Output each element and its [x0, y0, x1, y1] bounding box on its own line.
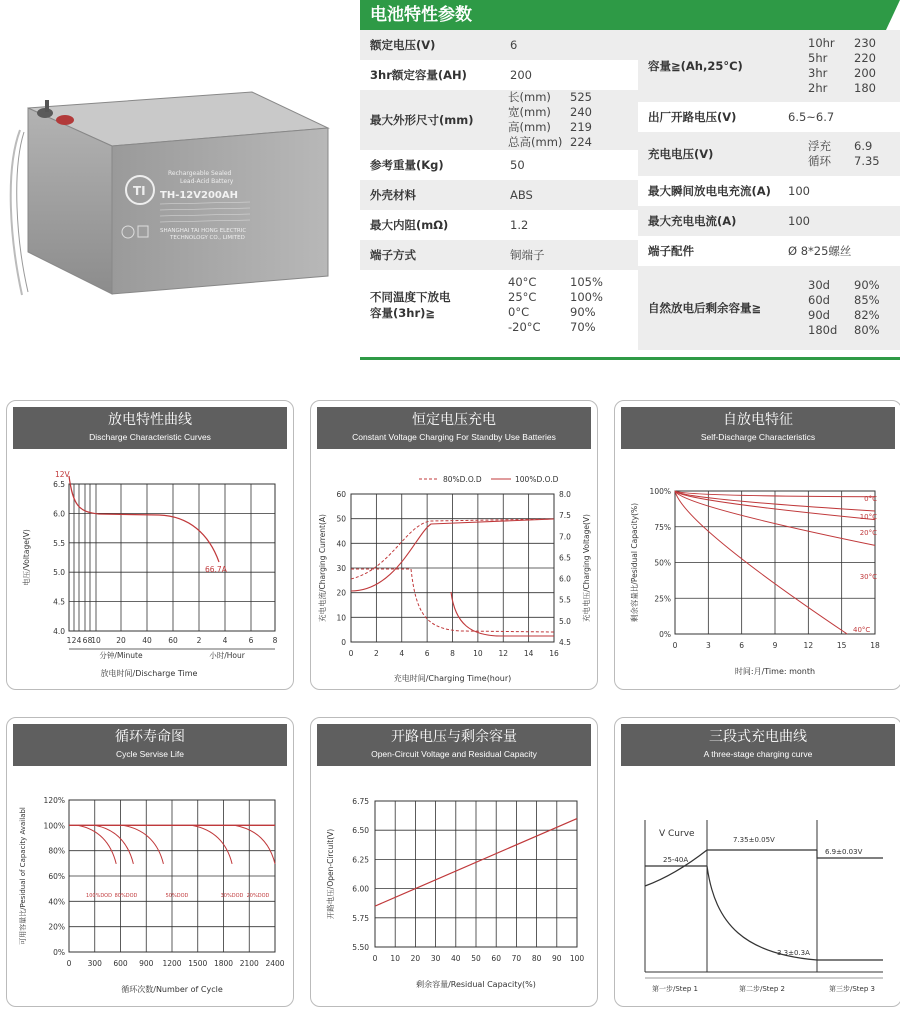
- chart-three-stage: [614, 717, 900, 1007]
- minute-unit: 分钟/Minute: [99, 651, 143, 660]
- x-tick-label: 2: [196, 636, 202, 645]
- spec-sub-value: 200: [854, 66, 876, 80]
- x-tick-label: 80: [531, 954, 542, 963]
- x-tick-label: 12: [498, 649, 509, 658]
- spec-sublist: [808, 139, 880, 169]
- dod-label: 50%DOD: [165, 893, 189, 899]
- spec-subrow: [508, 305, 603, 320]
- spec-sub-value: 240: [570, 105, 592, 119]
- y-tick-label: 4.0: [53, 627, 65, 636]
- y-tick-label: 20: [336, 588, 346, 598]
- x-tick-label: 30: [430, 954, 441, 963]
- ocv-chart-svg: [311, 718, 599, 1008]
- x-tick-label: 6: [424, 649, 430, 658]
- x-tick-label: 2100: [239, 959, 259, 968]
- spec-row: [360, 150, 638, 180]
- y-tick-label: 10: [336, 613, 346, 623]
- temp-label: 0°C: [864, 495, 877, 503]
- spec-sub-value: 230: [854, 36, 876, 50]
- discharge-curve: [69, 476, 219, 562]
- spec-subrow: [508, 290, 603, 305]
- y-tick-label: 20%: [48, 922, 65, 932]
- spec-sub-key: 总高(mm): [508, 135, 563, 149]
- x-tick-label: 4: [76, 636, 82, 645]
- x-tick-label: 16: [549, 649, 559, 658]
- spec-row: [360, 180, 638, 210]
- spec-key: [370, 289, 451, 321]
- spec-value: 100: [788, 214, 810, 228]
- x-tick-label: 20: [410, 954, 421, 963]
- spec-sub-key: 40°C: [508, 275, 537, 289]
- cycle-chart-svg: [7, 718, 295, 1008]
- legend-dashed: 80%D.O.D: [443, 475, 482, 484]
- y-tick-label: 6.5: [53, 480, 65, 489]
- x-tick-label: 0: [372, 954, 378, 963]
- y-tick-label: 6.75: [352, 797, 369, 806]
- y-tick-label: 0%: [659, 630, 671, 639]
- chart-title-cn: 自放电特征: [723, 412, 793, 428]
- chart-ocv: [310, 717, 598, 1007]
- dod-label: 20%DOD: [246, 893, 270, 899]
- chart-title-en: Cycle Servise Life: [115, 749, 185, 759]
- y-tick-label: 4.5: [53, 597, 65, 607]
- spec-key: 参考重量(Kg): [370, 158, 444, 172]
- spec-subrow: [808, 323, 880, 338]
- x-tick-label: 60: [168, 636, 178, 645]
- spec-sub-value: 90%: [570, 305, 596, 319]
- y-axis-label: 开路电压/Open-Circuit(V): [326, 828, 335, 920]
- x-tick-label: 0: [66, 959, 72, 968]
- spec-subrow: [808, 36, 876, 51]
- x-tick-label: 900: [139, 959, 154, 968]
- chart-title-en: Self-Discharge Characteristics: [700, 432, 816, 442]
- x-tick-label: 90: [552, 954, 562, 963]
- y-axis-label: 充电电流/Charging Current(A): [318, 514, 327, 622]
- spec-value: 6.5~6.7: [788, 110, 835, 124]
- v1-label: 7.35±0.05V: [733, 836, 775, 844]
- spec-key-line: 容量(3hr)≧: [370, 306, 436, 320]
- spec-sub-key: 180d: [808, 323, 838, 337]
- spec-sub-key: 宽(mm): [508, 105, 551, 119]
- y-tick-label: 120%: [43, 796, 65, 805]
- constant-chart-svg: [311, 401, 599, 691]
- spec-key: 3hr额定容量(AH): [370, 68, 467, 82]
- x-tick-label: 1800: [213, 959, 234, 968]
- spec-sub-key: 0°C: [508, 305, 530, 319]
- y2-tick-label: 6.0: [559, 574, 571, 584]
- spec-sub-key: 浮充: [808, 139, 831, 153]
- temp-label: 10°C: [859, 513, 877, 521]
- y-tick-label: 50%: [654, 558, 671, 568]
- x-tick-label: 1500: [188, 959, 208, 968]
- plot-frame: [69, 484, 275, 631]
- chart-title-en: Discharge Characteristic Curves: [89, 432, 211, 442]
- battery-company-line1: SHANGHAI TAI HONG ELECTRIC: [160, 228, 247, 234]
- spec-sub-value: 90%: [854, 278, 880, 292]
- x-tick-label: 15: [836, 641, 847, 650]
- y-tick-label: 100%: [43, 821, 65, 831]
- x-tick-label: 6: [82, 636, 88, 645]
- spec-key: 最大瞬间放电电充流(A): [648, 184, 771, 198]
- spec-value: 100: [788, 184, 810, 198]
- spec-sub-key: 循环: [808, 154, 831, 168]
- x-axis-label: 充电时间/Charging Time(hour): [393, 674, 512, 683]
- spec-sub-key: 2hr: [808, 81, 828, 95]
- spec-value: 200: [510, 68, 532, 82]
- spec-row: [360, 90, 638, 150]
- spec-row: [360, 270, 638, 340]
- x-tick-label: 3: [705, 641, 711, 650]
- spec-subrow: [508, 120, 592, 135]
- dod-label: 30%DOD: [220, 893, 244, 899]
- spec-key: 端子方式: [370, 248, 416, 262]
- spec-key: 最大外形尺寸(mm): [370, 113, 474, 127]
- spec-sublist: [508, 275, 603, 335]
- spec-value: 铜端子: [510, 248, 545, 262]
- v-curve-label: V Curve: [659, 829, 695, 839]
- discharge-chart-svg: [7, 401, 295, 691]
- i2-label: 3.3±0.3A: [777, 949, 810, 957]
- y-axis-label: 电压/Voltage(V): [22, 529, 31, 586]
- chart-self-discharge: [614, 400, 900, 690]
- battery-image: [0, 80, 350, 340]
- spec-sub-value: 80%: [854, 323, 880, 337]
- spec-subrow: [808, 278, 880, 293]
- battery-brand-line2: Lead-Acid Battery: [180, 178, 234, 185]
- chart-title-en: Constant Voltage Charging For Standby Use Batteries: [352, 432, 556, 442]
- x-tick-label: 60: [491, 954, 501, 963]
- chart-title-cn: 三段式充电曲线: [709, 729, 807, 745]
- x-tick-label: 70: [511, 954, 522, 963]
- y-tick-label: 60: [336, 490, 346, 499]
- spec-sub-value: 100%: [570, 290, 603, 304]
- spec-row: [360, 60, 638, 90]
- x-tick-label: 40: [451, 954, 461, 963]
- spec-subrow: [808, 81, 876, 96]
- cycle-curve: [235, 825, 275, 864]
- spec-row: [360, 240, 638, 270]
- chart-title-en: A three-stage charging curve: [703, 749, 813, 759]
- y2-tick-label: 4.5: [559, 638, 571, 647]
- spec-key: 最大内阻(mΩ): [370, 218, 449, 232]
- spec-sub-value: 70%: [570, 320, 596, 334]
- y-tick-label: 5.75: [352, 913, 369, 923]
- y-tick-label: 6.00: [352, 884, 369, 894]
- spec-key: 充电电压(V): [648, 147, 714, 161]
- x-tick-label: 4: [222, 636, 228, 645]
- spec-sub-key: 长(mm): [508, 90, 551, 104]
- temp-label: 30°C: [859, 573, 877, 581]
- y-tick-label: 5.50: [352, 943, 369, 952]
- y-tick-label: 0%: [53, 948, 65, 957]
- svg-text:TI: TI: [133, 184, 146, 198]
- x-tick-label: 100: [569, 954, 585, 963]
- y-tick-label: 40%: [48, 897, 65, 907]
- spec-key-line: 不同温度下放电: [370, 290, 451, 304]
- spec-sub-value: 219: [570, 120, 592, 134]
- spec-sub-value: 105%: [570, 275, 603, 289]
- step1-label: 第一步/Step 1: [652, 985, 698, 993]
- spec-key: 容量≧(Ah,25°C): [648, 59, 743, 73]
- x-axis-label: 时间:月/Time: month: [734, 667, 816, 676]
- spec-row: [638, 102, 900, 132]
- y2-tick-label: 7.5: [559, 511, 571, 521]
- y-tick-label: 25%: [654, 594, 671, 604]
- y-tick-label: 40: [336, 539, 346, 549]
- chart-title-cn: 放电特性曲线: [108, 412, 192, 428]
- y-tick-label: 5.5: [53, 538, 65, 548]
- current-label: 25-40A: [663, 856, 689, 864]
- curve-label-top: 12V: [55, 470, 70, 479]
- x-tick-label: 6: [739, 641, 745, 650]
- y-tick-label: 50: [336, 514, 346, 524]
- spec-sub-value: 180: [854, 81, 876, 95]
- y2-tick-label: 6.5: [559, 553, 571, 563]
- chart-title-cn: 恒定电压充电: [412, 412, 496, 428]
- y-tick-label: 6.0: [53, 509, 65, 519]
- current-decay-line: [707, 866, 883, 960]
- y2-tick-label: 7.0: [559, 532, 571, 542]
- x-tick-label: 8: [450, 649, 455, 658]
- x-tick-label: 20: [116, 636, 126, 645]
- spec-key: 额定电压(V): [370, 38, 436, 52]
- spec-subrow: [508, 105, 592, 120]
- x-tick-label: 50: [471, 954, 481, 963]
- spec-sub-key: -20°C: [508, 320, 541, 334]
- temp-label: 40°C: [853, 626, 871, 634]
- v2-label: 6.9±0.03V: [825, 848, 863, 856]
- spec-value: 1.2: [510, 218, 529, 232]
- spec-row: [638, 236, 900, 266]
- spec-sub-value: 224: [570, 135, 592, 149]
- spec-key: 最大充电电流(A): [648, 214, 737, 228]
- y2-tick-label: 5.5: [559, 595, 571, 605]
- legend-solid: 100%D.O.D: [515, 475, 559, 484]
- y-tick-label: 0: [341, 638, 346, 647]
- spec-row: [638, 176, 900, 206]
- spec-subrow: [808, 139, 880, 154]
- x-tick-label: 40: [142, 636, 152, 645]
- chart-title-en: Open-Circuit Voltage and Residual Capacity: [371, 749, 537, 759]
- y-tick-label: 6.25: [352, 855, 369, 865]
- y-tick-label: 30: [336, 564, 346, 573]
- x-axis-label: 放电时间/Discharge Time: [100, 669, 198, 678]
- y-tick-label: 100%: [649, 487, 671, 496]
- x-tick-label: 1: [66, 636, 72, 645]
- spec-sub-value: 85%: [854, 293, 880, 307]
- x-axis-label: 剩余容量/Residual Capacity(%): [416, 980, 536, 989]
- chart-constant-voltage: [310, 400, 598, 690]
- spec-sub-key: 10hr: [808, 36, 835, 50]
- x-axis-label: 循环次数/Number of Cycle: [121, 985, 223, 994]
- x-tick-label: 14: [523, 649, 534, 658]
- spec-title: 电池特性参数: [360, 0, 900, 30]
- x-tick-label: 18: [870, 641, 880, 650]
- spec-left-column: [360, 30, 638, 340]
- x-tick-label: 2: [71, 636, 77, 645]
- spec-subrow: [508, 320, 603, 335]
- y-axis-label: 可用容量比/Pesidual of Capacity Availabl: [19, 807, 27, 945]
- y-axis-label: 剩余容量比/Pesidual Capacity(%): [630, 502, 639, 623]
- temp-label: 20°C: [859, 529, 877, 537]
- x-tick-label: 10: [473, 649, 483, 658]
- spec-sublist: [508, 90, 592, 150]
- selfdis-chart-svg: [615, 401, 900, 691]
- spec-key: 外壳材料: [370, 188, 416, 202]
- current-100-curve: [451, 592, 554, 636]
- x-tick-label: 1200: [162, 959, 182, 968]
- x-tick-label: 0: [672, 641, 678, 650]
- cycle-curve: [123, 825, 163, 864]
- spec-row: [638, 30, 900, 102]
- chart-cycle-life: [6, 717, 294, 1007]
- spec-value: 6: [510, 38, 518, 52]
- spec-right-column: [638, 30, 900, 350]
- y-tick-label: 75%: [654, 522, 671, 532]
- spec-bottom-rule: [360, 357, 900, 360]
- spec-sub-key: 3hr: [808, 66, 828, 80]
- y2-tick-label: 8.0: [559, 490, 571, 499]
- chart-title-cn: 开路电压与剩余容量: [391, 729, 517, 745]
- spec-value: ABS: [510, 188, 533, 202]
- spec-sub-key: 90d: [808, 308, 830, 322]
- step3-label: 第三步/Step 3: [829, 985, 875, 993]
- x-tick-label: 9: [772, 641, 778, 650]
- spec-sub-key: 25°C: [508, 290, 537, 304]
- spec-value: Ø 8*25螺丝: [788, 244, 852, 258]
- y2-axis-label: 充电电压/Charging Voltage(V): [582, 514, 591, 622]
- spec-sublist: [808, 36, 876, 96]
- spec-subrow: [808, 51, 876, 66]
- x-tick-label: 600: [113, 959, 128, 968]
- chart-discharge: [6, 400, 294, 690]
- three-stage-chart-svg: [615, 718, 900, 1008]
- spec-row: [360, 210, 638, 240]
- spec-sub-value: 6.9: [854, 139, 873, 153]
- spec-subrow: [508, 135, 592, 150]
- spec-subrow: [808, 66, 876, 81]
- spec-subrow: [508, 275, 603, 290]
- y-tick-label: 6.50: [352, 826, 369, 836]
- spec-key: 端子配件: [648, 244, 694, 258]
- spec-sub-key: 5hr: [808, 51, 828, 65]
- step2-label: 第二步/Step 2: [739, 985, 785, 993]
- dod-label: 80%DOD: [114, 893, 138, 899]
- spec-sub-value: 525: [570, 90, 592, 104]
- x-tick-label: 6: [248, 636, 254, 645]
- spec-subrow: [508, 90, 592, 105]
- x-tick-label: 2: [373, 649, 379, 658]
- spec-key: 出厂开路电压(V): [648, 110, 737, 124]
- spec-row: [638, 266, 900, 350]
- spec-row: [638, 132, 900, 176]
- spec-sub-key: 60d: [808, 293, 830, 307]
- spec-sub-value: 82%: [854, 308, 880, 322]
- chart-title-cn: 循环寿命图: [115, 729, 185, 745]
- x-tick-label: 2400: [265, 959, 285, 968]
- spec-row: [360, 30, 638, 60]
- spec-sub-value: 220: [854, 51, 876, 65]
- spec-subrow: [808, 308, 880, 323]
- curve-label: 66.7A: [205, 565, 227, 574]
- x-tick-label: 0: [348, 649, 354, 658]
- battery-brand-line1: Rechargeable Sealed: [168, 170, 232, 177]
- x-tick-label: 4: [399, 649, 405, 658]
- spec-sub-value: 7.35: [854, 154, 880, 168]
- spec-subrow: [808, 293, 880, 308]
- y2-tick-label: 5.0: [559, 616, 571, 626]
- spec-sublist: [808, 278, 880, 338]
- x-tick-label: 8: [272, 636, 278, 645]
- spec-sub-key: 30d: [808, 278, 830, 292]
- spec-key: 自然放电后剩余容量≧: [648, 301, 762, 315]
- y-tick-label: 80%: [48, 846, 65, 856]
- spec-value: 50: [510, 158, 525, 172]
- x-tick-label: 10: [91, 636, 101, 645]
- spec-sub-key: 高(mm): [508, 120, 551, 134]
- battery-company-line2: TECHNOLOGY CO., LIMITED: [170, 235, 245, 241]
- spec-subrow: [808, 154, 880, 169]
- x-tick-label: 300: [87, 959, 102, 968]
- dod-label: 100%DOD: [86, 893, 112, 899]
- x-tick-label: 10: [390, 954, 400, 963]
- spec-row: [638, 206, 900, 236]
- x-tick-label: 8: [87, 636, 93, 645]
- battery-model: TH-12V200AH: [160, 190, 238, 201]
- hour-unit: 小时/Hour: [209, 651, 245, 660]
- x-tick-label: 12: [803, 641, 814, 650]
- y-tick-label: 5.0: [53, 568, 65, 578]
- y-tick-label: 60%: [48, 872, 65, 881]
